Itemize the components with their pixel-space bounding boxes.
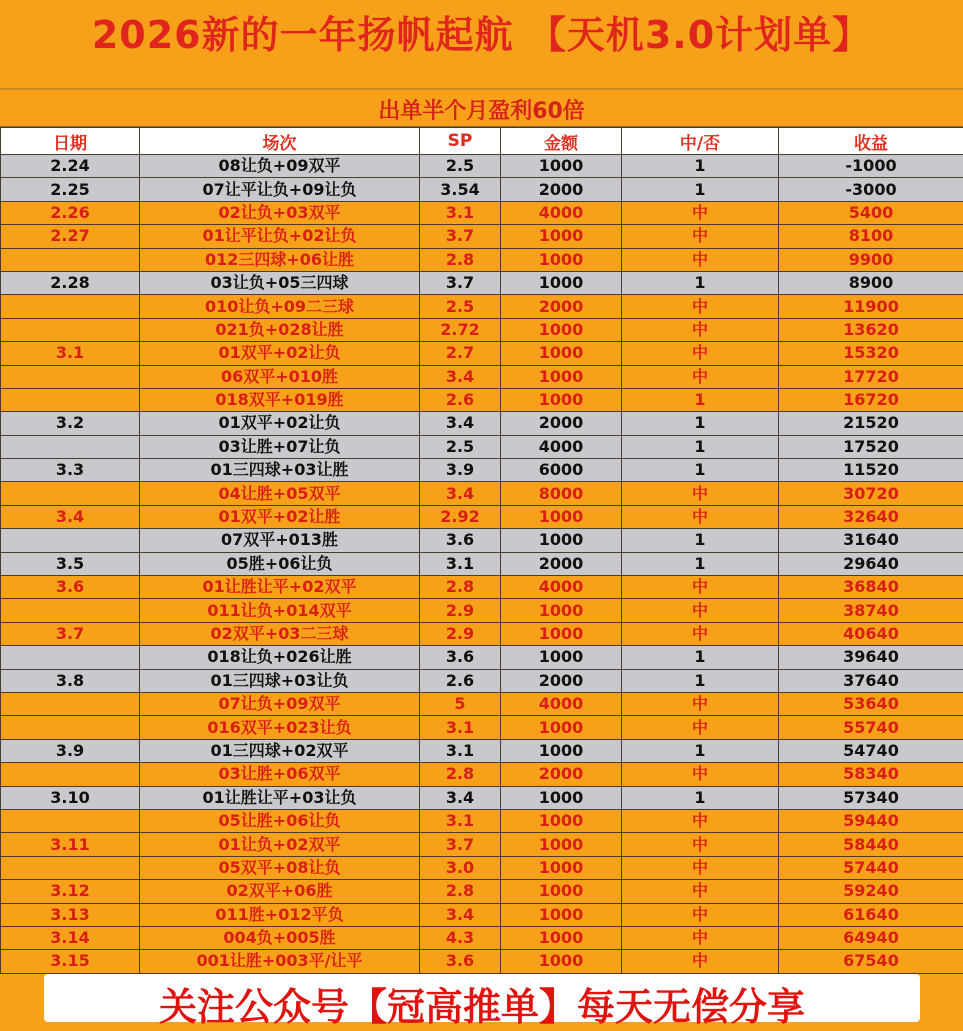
cell-result: 1 [622, 271, 779, 294]
cell-date: 3.1 [1, 342, 140, 365]
cell-amount: 1000 [501, 880, 622, 903]
cell-amount: 1000 [501, 716, 622, 739]
cell-sp: 3.1 [420, 739, 501, 762]
cell-sp: 3.7 [420, 271, 501, 294]
cell-match: 05双平+08让负 [140, 856, 420, 879]
cell-date: 3.2 [1, 412, 140, 435]
table-row [1, 271, 963, 294]
cell-match: 001让胜+003平/让平 [140, 950, 420, 973]
subtitle-banner [0, 90, 963, 127]
cell-profit: 39640 [779, 646, 963, 669]
cell-result: 1 [622, 669, 779, 692]
table-row [1, 178, 963, 201]
table-row [1, 529, 963, 552]
cell-match: 01三四球+02双平 [140, 739, 420, 762]
table-row [1, 833, 963, 856]
cell-sp: 3.6 [420, 950, 501, 973]
cell-profit: 11520 [779, 459, 963, 482]
cell-date: 3.10 [1, 786, 140, 809]
cell-match: 01让胜让平+02双平 [140, 576, 420, 599]
plan-table [0, 127, 963, 974]
cell-profit: -1000 [779, 155, 963, 178]
cell-amount: 2000 [501, 295, 622, 318]
cell-amount: 1000 [501, 225, 622, 248]
cell-amount: 1000 [501, 622, 622, 645]
cell-profit: 58440 [779, 833, 963, 856]
cell-match: 04让胜+05双平 [140, 482, 420, 505]
cell-sp: 3.6 [420, 529, 501, 552]
cell-profit: 55740 [779, 716, 963, 739]
cell-sp: 3.9 [420, 459, 501, 482]
cell-sp: 2.92 [420, 505, 501, 528]
cell-date: 3.5 [1, 552, 140, 575]
table-row [1, 576, 963, 599]
cell-match: 010让负+09二三球 [140, 295, 420, 318]
cell-profit: 57340 [779, 786, 963, 809]
cell-sp: 5 [420, 692, 501, 715]
cell-result: 中 [622, 809, 779, 832]
cell-date [1, 646, 140, 669]
cell-match: 03让胜+07让负 [140, 435, 420, 458]
table-row [1, 365, 963, 388]
cell-date [1, 599, 140, 622]
cell-sp: 2.6 [420, 669, 501, 692]
cell-result: 中 [622, 365, 779, 388]
cell-match: 06双平+010胜 [140, 365, 420, 388]
cell-profit: 54740 [779, 739, 963, 762]
cell-amount: 1000 [501, 903, 622, 926]
column-header-profit: 收益 [779, 128, 963, 155]
cell-date: 3.13 [1, 903, 140, 926]
table-row [1, 950, 963, 973]
cell-match: 012三四球+06让胜 [140, 248, 420, 271]
cell-profit: 30720 [779, 482, 963, 505]
cell-amount: 4000 [501, 201, 622, 224]
cell-profit: 32640 [779, 505, 963, 528]
cell-profit: 59240 [779, 880, 963, 903]
table-row [1, 692, 963, 715]
cell-date [1, 318, 140, 341]
cell-result: 1 [622, 412, 779, 435]
table-body [1, 155, 963, 974]
cell-amount: 4000 [501, 692, 622, 715]
table-row [1, 505, 963, 528]
cell-sp: 2.8 [420, 248, 501, 271]
cell-result: 1 [622, 459, 779, 482]
table-row [1, 739, 963, 762]
table-row [1, 669, 963, 692]
cell-date [1, 295, 140, 318]
column-header-match: 场次 [140, 128, 420, 155]
cell-match: 05胜+06让负 [140, 552, 420, 575]
cell-match: 02双平+03二三球 [140, 622, 420, 645]
cell-amount: 1000 [501, 950, 622, 973]
cell-match: 01让平让负+02让负 [140, 225, 420, 248]
cell-result: 中 [622, 903, 779, 926]
cell-amount: 1000 [501, 505, 622, 528]
table-row [1, 459, 963, 482]
cell-date [1, 388, 140, 411]
cell-profit: 37640 [779, 669, 963, 692]
cell-amount: 4000 [501, 435, 622, 458]
cell-date: 2.25 [1, 178, 140, 201]
cell-profit: 64940 [779, 926, 963, 949]
cell-match: 01双平+02让负 [140, 412, 420, 435]
cell-date [1, 529, 140, 552]
cell-match: 01双平+02让负 [140, 342, 420, 365]
cell-date [1, 856, 140, 879]
cell-match: 02让负+03双平 [140, 201, 420, 224]
cell-amount: 1000 [501, 646, 622, 669]
cell-profit: 8100 [779, 225, 963, 248]
cell-amount: 1000 [501, 271, 622, 294]
page-title: 2026新的一年扬帆起航 【天机3.0计划单】 [0, 4, 963, 59]
cell-profit: 17520 [779, 435, 963, 458]
cell-sp: 2.6 [420, 388, 501, 411]
cell-amount: 1000 [501, 739, 622, 762]
cell-sp: 3.4 [420, 365, 501, 388]
cell-sp: 3.7 [420, 225, 501, 248]
cell-match: 018双平+019胜 [140, 388, 420, 411]
cell-sp: 2.8 [420, 576, 501, 599]
cell-date: 3.7 [1, 622, 140, 645]
cell-match: 03让负+05三四球 [140, 271, 420, 294]
cell-result: 1 [622, 435, 779, 458]
cell-amount: 1000 [501, 833, 622, 856]
cell-amount: 1000 [501, 786, 622, 809]
cell-result: 中 [622, 880, 779, 903]
cell-amount: 2000 [501, 763, 622, 786]
cell-result: 中 [622, 505, 779, 528]
cell-profit: 5400 [779, 201, 963, 224]
cell-sp: 2.8 [420, 880, 501, 903]
cell-result: 中 [622, 622, 779, 645]
cell-profit: 36840 [779, 576, 963, 599]
cell-date [1, 716, 140, 739]
table-row [1, 786, 963, 809]
page-subtitle: 出单半个月盈利60倍 [0, 94, 963, 125]
cell-match: 016双平+023让负 [140, 716, 420, 739]
cell-date [1, 365, 140, 388]
cell-date: 3.9 [1, 739, 140, 762]
cell-amount: 1000 [501, 342, 622, 365]
cell-result: 1 [622, 646, 779, 669]
cell-amount: 2000 [501, 552, 622, 575]
cell-result: 中 [622, 576, 779, 599]
table-row [1, 388, 963, 411]
cell-profit: 9900 [779, 248, 963, 271]
column-header-result: 中/否 [622, 128, 779, 155]
cell-result: 中 [622, 318, 779, 341]
cell-profit: 53640 [779, 692, 963, 715]
table-row [1, 248, 963, 271]
cell-date: 2.27 [1, 225, 140, 248]
table-row [1, 763, 963, 786]
cell-result: 1 [622, 388, 779, 411]
cell-amount: 1000 [501, 599, 622, 622]
cell-profit: 58340 [779, 763, 963, 786]
cell-sp: 3.7 [420, 833, 501, 856]
cell-result: 中 [622, 342, 779, 365]
cell-profit: 13620 [779, 318, 963, 341]
cell-match: 01双平+02让胜 [140, 505, 420, 528]
cell-result: 中 [622, 950, 779, 973]
cell-result: 中 [622, 482, 779, 505]
cell-match: 07让平让负+09让负 [140, 178, 420, 201]
cell-profit: 29640 [779, 552, 963, 575]
table-row [1, 482, 963, 505]
cell-result: 1 [622, 155, 779, 178]
cell-date: 3.15 [1, 950, 140, 973]
cell-sp: 2.9 [420, 622, 501, 645]
cell-match: 08让负+09双平 [140, 155, 420, 178]
cell-date [1, 435, 140, 458]
cell-amount: 1000 [501, 365, 622, 388]
cell-sp: 3.1 [420, 201, 501, 224]
cell-profit: 67540 [779, 950, 963, 973]
table-row [1, 342, 963, 365]
cell-sp: 3.6 [420, 646, 501, 669]
cell-match: 03让胜+06双平 [140, 763, 420, 786]
cell-profit: 17720 [779, 365, 963, 388]
table-row [1, 856, 963, 879]
cell-result: 中 [622, 201, 779, 224]
table-row [1, 622, 963, 645]
cell-profit: -3000 [779, 178, 963, 201]
cell-amount: 1000 [501, 248, 622, 271]
table-row [1, 880, 963, 903]
table-row [1, 716, 963, 739]
cell-amount: 1000 [501, 529, 622, 552]
cell-date: 3.11 [1, 833, 140, 856]
table-row [1, 646, 963, 669]
cell-date [1, 692, 140, 715]
cell-amount: 4000 [501, 576, 622, 599]
cell-sp: 2.72 [420, 318, 501, 341]
cell-sp: 3.0 [420, 856, 501, 879]
cell-result: 中 [622, 833, 779, 856]
cell-profit: 15320 [779, 342, 963, 365]
cell-date [1, 482, 140, 505]
cell-sp: 3.1 [420, 552, 501, 575]
cell-match: 011让负+014双平 [140, 599, 420, 622]
cell-sp: 4.3 [420, 926, 501, 949]
cell-match: 01三四球+03让胜 [140, 459, 420, 482]
cell-profit: 38740 [779, 599, 963, 622]
table-row [1, 926, 963, 949]
cell-profit: 8900 [779, 271, 963, 294]
cell-result: 1 [622, 552, 779, 575]
cell-amount: 2000 [501, 669, 622, 692]
cell-result: 1 [622, 178, 779, 201]
cell-match: 01让胜让平+03让负 [140, 786, 420, 809]
cell-result: 中 [622, 692, 779, 715]
cell-date [1, 763, 140, 786]
cell-date: 3.4 [1, 505, 140, 528]
cell-result: 1 [622, 529, 779, 552]
table-row [1, 412, 963, 435]
cell-date: 3.3 [1, 459, 140, 482]
title-banner [0, 0, 963, 90]
cell-match: 011胜+012平负 [140, 903, 420, 926]
cell-result: 中 [622, 856, 779, 879]
cell-sp: 2.8 [420, 763, 501, 786]
cell-amount: 6000 [501, 459, 622, 482]
table-row [1, 201, 963, 224]
cell-profit: 61640 [779, 903, 963, 926]
cell-sp: 2.5 [420, 295, 501, 318]
cell-date: 2.24 [1, 155, 140, 178]
cell-amount: 2000 [501, 178, 622, 201]
cell-date: 3.12 [1, 880, 140, 903]
cell-sp: 2.5 [420, 435, 501, 458]
cell-amount: 1000 [501, 155, 622, 178]
table-row [1, 318, 963, 341]
cell-match: 018让负+026让胜 [140, 646, 420, 669]
cell-date: 2.26 [1, 201, 140, 224]
cell-result: 中 [622, 225, 779, 248]
cell-date: 3.8 [1, 669, 140, 692]
cell-profit: 16720 [779, 388, 963, 411]
cell-date [1, 809, 140, 832]
table-row [1, 295, 963, 318]
cell-amount: 1000 [501, 856, 622, 879]
table-row [1, 435, 963, 458]
cell-match: 07让负+09双平 [140, 692, 420, 715]
cell-result: 中 [622, 248, 779, 271]
cell-result: 中 [622, 716, 779, 739]
cell-amount: 1000 [501, 388, 622, 411]
cell-date: 3.6 [1, 576, 140, 599]
cell-result: 中 [622, 599, 779, 622]
cell-match: 01三四球+03让负 [140, 669, 420, 692]
cell-profit: 11900 [779, 295, 963, 318]
table-row [1, 155, 963, 178]
cell-match: 02双平+06胜 [140, 880, 420, 903]
cell-sp: 2.5 [420, 155, 501, 178]
cell-sp: 2.7 [420, 342, 501, 365]
table-row [1, 225, 963, 248]
cell-amount: 1000 [501, 809, 622, 832]
cell-sp: 2.9 [420, 599, 501, 622]
table-header-row [1, 128, 963, 155]
cell-result: 1 [622, 786, 779, 809]
cell-amount: 2000 [501, 412, 622, 435]
cell-date: 3.14 [1, 926, 140, 949]
footer-text: 关注公众号【冠高推单】每天无偿分享 [44, 976, 920, 1031]
table-row [1, 903, 963, 926]
cell-result: 1 [622, 739, 779, 762]
cell-profit: 40640 [779, 622, 963, 645]
cell-result: 中 [622, 763, 779, 786]
table-row [1, 809, 963, 832]
cell-match: 021负+028让胜 [140, 318, 420, 341]
cell-sp: 3.1 [420, 716, 501, 739]
cell-result: 中 [622, 926, 779, 949]
cell-result: 中 [622, 295, 779, 318]
cell-profit: 21520 [779, 412, 963, 435]
cell-sp: 3.4 [420, 412, 501, 435]
cell-sp: 3.4 [420, 482, 501, 505]
footer-banner [44, 974, 920, 1022]
cell-match: 004负+005胜 [140, 926, 420, 949]
cell-profit: 57440 [779, 856, 963, 879]
cell-sp: 3.4 [420, 786, 501, 809]
cell-sp: 3.54 [420, 178, 501, 201]
cell-amount: 1000 [501, 318, 622, 341]
column-header-date: 日期 [1, 128, 140, 155]
cell-amount: 1000 [501, 926, 622, 949]
cell-match: 07双平+013胜 [140, 529, 420, 552]
cell-date: 2.28 [1, 271, 140, 294]
cell-profit: 59440 [779, 809, 963, 832]
table-row [1, 599, 963, 622]
cell-sp: 3.1 [420, 809, 501, 832]
column-header-sp: SP [420, 128, 501, 155]
column-header-amount: 金额 [501, 128, 622, 155]
cell-amount: 8000 [501, 482, 622, 505]
cell-date [1, 248, 140, 271]
cell-sp: 3.4 [420, 903, 501, 926]
cell-match: 01让负+02双平 [140, 833, 420, 856]
cell-match: 05让胜+06让负 [140, 809, 420, 832]
cell-profit: 31640 [779, 529, 963, 552]
table-row [1, 552, 963, 575]
